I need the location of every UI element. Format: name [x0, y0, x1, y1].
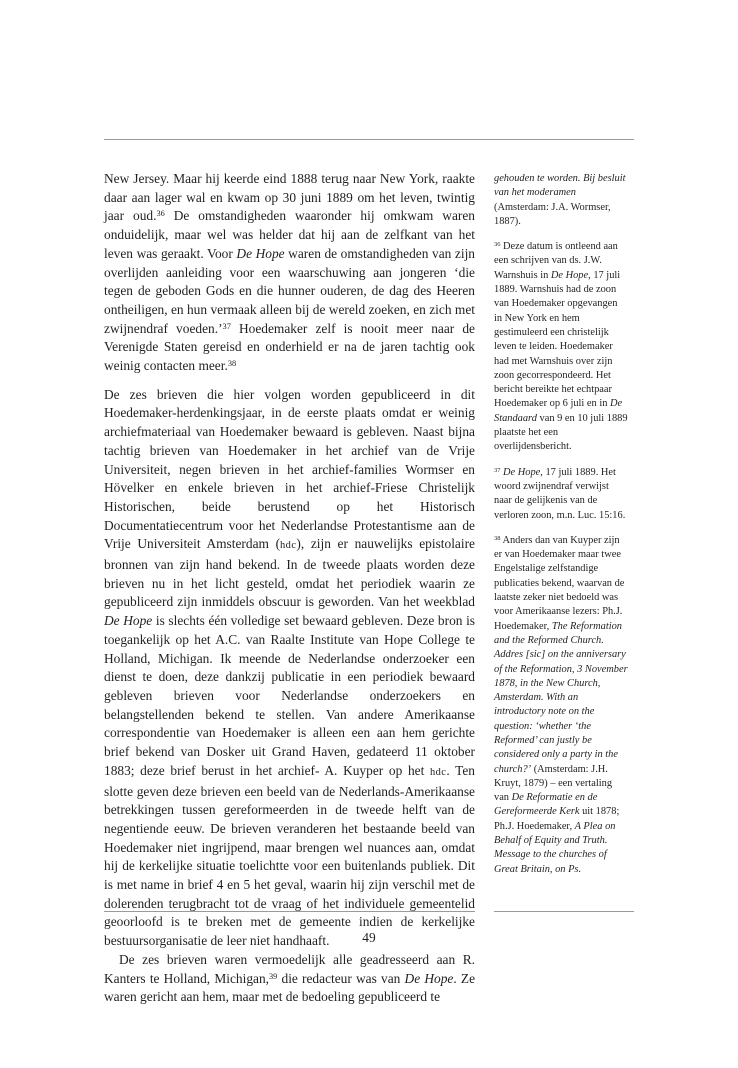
footnote-ref-38: 38 — [227, 358, 237, 368]
footnote-number: 36 — [494, 240, 501, 248]
title: The Reformation and the Reformed Church. Addres [sic] on the anniversary of the Reformation, 3 November 1878, in the New Church, Amsterdam. With an introductory note on the question: ‘whether ‘the Reformed’ can justly be considered only a party in the church?’ — [494, 620, 628, 775]
abbreviation: hdc — [280, 540, 297, 552]
footnote-ref-37: 37 — [222, 321, 231, 331]
text: Anders dan van Kuyper zijn er van Hoedemaker maar twee Engelstalige zelfstandige publicaties bekend, waarvan de laatste zeker niet bedoeld was voor Amerikaanse lezers: Ph.J. Hoedemaker, — [494, 534, 625, 632]
title: De Standaard — [494, 398, 623, 424]
footnote-36 — [494, 240, 628, 454]
footnote-37 — [494, 466, 628, 523]
title: De Reformatie en de Gereformeerde Kerk — [494, 792, 598, 818]
bottom-rule-main — [104, 911, 475, 912]
text: . Ze waren gericht aan hem, maar met de bedoeling gepubliceerd te — [104, 970, 476, 1005]
text: ), zijn er nauwelijks epistolaire bronnen van zijn hand bekend. In de tweede plaats worden deze brieven nu in het licht gesteld, omdat het periodiek waarin ze gepubliceerd zijn inmiddels obscuur is geworden. Van het weekblad — [104, 536, 476, 610]
bottom-rule-notes — [494, 911, 634, 912]
text: van 9 en 10 juli 1889 plaatste het een overlijdensbericht. — [494, 412, 628, 453]
text: waren de omstandigheden van zijn overlijden aanleiding voor een waarschuwing aan jongeren ‘die tegen de geboden Gods en die hunner ouderen, de dag des Heeren ontheiligen, en hun vermaak alleen bij de wereld zoeken, en zich met zwijnendraf voeden.’ — [104, 245, 475, 336]
main-text-column — [104, 170, 475, 1007]
footnote-ref-39: 39 — [269, 971, 278, 981]
text: is slechts één volledige set bewaard gebleven. Deze bron is toegankelijk op het A.C. van Raalte Institute van Hope College te Holland, Michigan. Ik meende de Nederlandse onderzoeker een dienst te doen, deze dankzij publicatie in een periodiek bewaard gebleven brieven voor Nederlandse onderzoekers en belangstellenden bekend te stellen. Van andere Amerikaanse correspondentie van Hoedemaker is alleen een aan hem gerichte brief bekend van Dosker uit Grand Haven, gedateerd 11 oktober 1883; deze brief berust in het archief- A. Kuyper op het — [104, 613, 475, 778]
text: De omstandigheden waaronder hij omkwam waren onduidelijk, maar wel was helder dat hij aan de zelfkant van het leven was geraakt. Voor — [104, 208, 475, 261]
text: uit 1878; Ph.J. Hoedemaker, — [494, 806, 620, 832]
periodical-title: De Hope — [104, 613, 153, 629]
title: A Plea on Behalf of Equity and Truth. Message to the churches of Great Britain, on Ps. — [494, 820, 616, 875]
title: gehouden te worden. Bij besluit van het moderamen — [494, 173, 626, 199]
periodical-title: De Hope — [236, 245, 285, 261]
footnotes-column — [494, 172, 628, 877]
body-paragraph-3 — [104, 951, 475, 1007]
text: , 17 juli 1889. Warnshuis had de zoon van Hoedemaker opgevangen in New York en hem gestimuleerd een christelijk leven te leiden. Hoedemaker had met Warnshuis over zijn zoon gecorrespondeerd. Het bericht bereikte het echtpaar Hoedemaker op 6 juli en in — [494, 269, 621, 410]
text: . Ten slotte geven deze brieven een beeld van de Nederlands-Amerikaanse betrekkingen tussen gereformeerden in de tweede helft van de negentiende eeuw. De brieven veranderen het bestaande beeld van Hoedemaker niet ingrijpend, maar brengen wel nuances aan, omdat hij de kerkelijke situatie toelichtte voor een buitenlands publiek. Dit is met name in brief 4 en 5 het geval, waarin hij zijn verschil met de dolerenden terugbracht tot de vraag of het individuele gemeentelid geoorloofd is te breken met de gemeente indien de kerkelijke bestuursorganisatie de leer niet handhaaft. — [104, 762, 475, 949]
text: (Amsterdam: J.H. Kruyt, 1879) – een vertaling van — [494, 763, 613, 804]
footnote-continued — [494, 172, 628, 229]
footnote-number: 37 — [494, 466, 501, 474]
footnote-38 — [494, 534, 628, 877]
text: (Amsterdam: J.A. Wormser, 1887). — [494, 201, 611, 227]
text: De zes brieven die hier volgen worden gepubliceerd in dit Hoedemaker-herdenkingsjaar, in de eerste plaats omdat er weinig archiefmateriaal van Hoedemaker bewaard is gebleven. Naast bijna tachtig brieven van Hoedemaker in het archief van de Vrije Universiteit, negen brieven in het archief-families Wormser en Hövelker en enkele brieven in het archief-Friese Christelijk Historischen, beide berustend op het Historisch Documentatiecentrum voor het Nederlandse Protestantisme aan de Vrije Universiteit Amsterdam ( — [104, 386, 475, 552]
text: De zes brieven waren vermoedelijk alle geadresseerd aan R. Kanters te Holland, Michigan, — [104, 951, 475, 986]
footnote-number: 38 — [494, 534, 501, 542]
title: De Hope — [503, 466, 541, 478]
text: Deze datum is ontleend aan een schrijven van ds. J.W. Warnshuis in — [494, 241, 618, 281]
title: De Hope — [550, 269, 589, 281]
text: die redacteur was van — [277, 970, 405, 986]
text: , 17 juli 1889. Het woord zwijnendraf verwijst naar de gelijkenis van de verloren zoon, m.n. Luc. 15:16. — [494, 466, 626, 521]
abbreviation: hdc — [430, 766, 447, 778]
body-paragraph-2 — [104, 386, 475, 951]
text: New Jersey. Maar hij keerde eind 1888 terug naar New York, raakte daar aan lager wal en kwam op 30 juni 1889 om het leven, twintig jaar oud. — [104, 171, 475, 224]
top-rule — [104, 139, 634, 140]
page-number: 49 — [362, 930, 376, 945]
text: Hoedemaker zelf is nooit meer naar de Verenigde Staten gereisd en onderhield er na de jaren tachtig ook weinig contacten meer. — [104, 320, 475, 374]
periodical-title: De Hope — [404, 970, 454, 986]
footnote-ref-36: 36 — [156, 209, 165, 219]
body-paragraph-1 — [104, 170, 475, 376]
